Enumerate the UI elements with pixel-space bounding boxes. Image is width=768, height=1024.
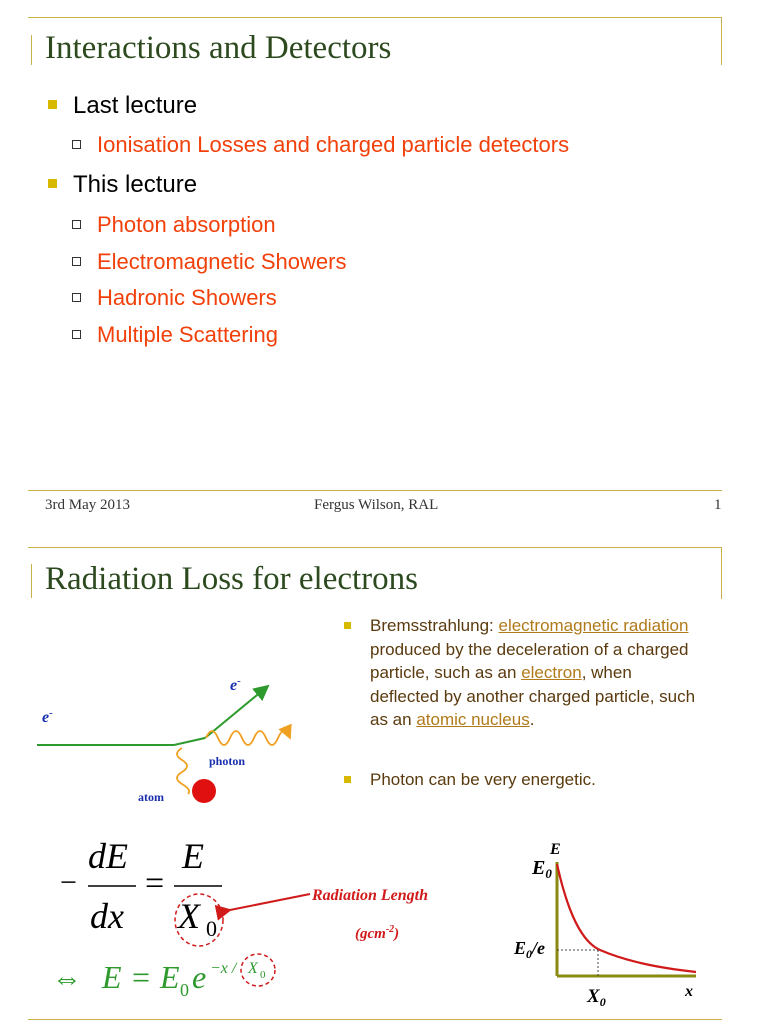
hollow-square-icon: [72, 220, 81, 229]
svg-text:X: X: [178, 896, 200, 936]
svg-text:=: =: [145, 865, 165, 902]
bullet-square-icon: [48, 100, 57, 109]
graph-y-label: E: [550, 841, 561, 858]
sub-bullet-scattering: Multiple Scattering: [72, 322, 278, 348]
svg-text:dx: dx: [90, 896, 124, 936]
bullet-this-lecture: This lecture: [48, 171, 197, 199]
annotation-arrow: [230, 894, 310, 910]
radiation-length-unit: (gcm$^{-2}$): [355, 924, 400, 942]
graph-x-label: x: [685, 983, 693, 1000]
bullet-last-lecture: Last lecture: [48, 92, 197, 120]
title-right-rule: [721, 17, 722, 65]
hollow-square-icon: [72, 293, 81, 302]
sub-bullet-hadronic: Hadronic Showers: [72, 285, 277, 311]
radiation-formula: [50, 828, 480, 1008]
svg-text:X: X: [248, 960, 258, 977]
svg-text:e: e: [192, 959, 207, 995]
link-electron[interactable]: electron: [521, 663, 582, 682]
atom-nucleus: [192, 779, 216, 803]
hollow-square-icon: [72, 330, 81, 339]
footer-author: Fergus Wilson, RAL: [314, 497, 439, 513]
svg-text:E: E: [102, 959, 122, 995]
bullet-square-icon: [48, 179, 57, 188]
svg-text:0: 0: [180, 980, 189, 1000]
link-atomic-nucleus[interactable]: atomic nucleus: [416, 710, 530, 729]
energy-decay-graph: [500, 834, 730, 1014]
e-out-label: e-: [230, 675, 241, 694]
slide-title: Interactions and Detectors: [45, 30, 392, 66]
exchange-wave: [177, 748, 189, 794]
slide-2: Radiation Loss for electrons Bremsstrahlung: electromagnetic radiation produced by the deceleration of a charged particle, such as an electron, when deflected by another charged particle, such as an atomic nucleus. Photon can be very energetic. e- e- photon atom − dE dx = E X 0 ⇔ E = E 0 e −x / X 0 Radiation Length (gcm$^{-2}$) E $E_0$ $E_0/e$ $X_0$ x: [0, 538, 768, 1024]
link-em-radiation[interactable]: electromagnetic radiation: [498, 616, 689, 635]
graph-e0-label: $E_0$: [532, 857, 552, 881]
sub-bullet-photon: Photon absorption: [72, 212, 276, 238]
svg-text:−: −: [60, 866, 77, 899]
radiation-length-label: Radiation Length: [312, 887, 429, 904]
svg-text:E: E: [160, 959, 180, 995]
svg-text:0: 0: [206, 916, 217, 941]
svg-text:0: 0: [260, 969, 266, 981]
title-left-rule: [31, 564, 32, 598]
bullet-square-icon: [344, 776, 351, 783]
bottom-rule: [28, 1019, 722, 1020]
exp-x0-highlight-circle: [241, 954, 275, 986]
svg-text:dE: dE: [88, 836, 128, 876]
title-top-rule: [28, 17, 722, 18]
title-left-rule: [31, 35, 32, 65]
bullet-square-icon: [344, 622, 351, 629]
svg-text:E: E: [182, 836, 204, 876]
title-top-rule: [28, 547, 722, 548]
footer-rule: [28, 490, 722, 491]
hollow-square-icon: [72, 140, 81, 149]
footer-date: 3rd May 2013: [45, 497, 130, 513]
svg-text:−x /: −x /: [210, 960, 237, 977]
decay-curve: [557, 864, 696, 972]
e-in-label: e-: [42, 707, 53, 726]
title-right-rule: [721, 547, 722, 599]
slide-title: Radiation Loss for electrons: [45, 561, 418, 597]
hollow-square-icon: [72, 257, 81, 266]
photon-label: photon: [209, 754, 246, 768]
svg-text:⇔: ⇔: [52, 962, 82, 995]
bremsstrahlung-diagram: [0, 658, 330, 818]
graph-e0e-label: $E_0/e$: [514, 938, 546, 961]
footer-page-number: 1: [714, 497, 722, 513]
sub-bullet-em-showers: Electromagnetic Showers: [72, 249, 346, 275]
graph-x0-label: $X_0$: [587, 986, 606, 1009]
bremsstrahlung-text: Bremsstrahlung: electromagnetic radiation produced by the deceleration of a charged particle, such as an electron, when deflected by another charged particle, such as an atomic nucleus.: [370, 616, 696, 729]
photon-wave: [206, 731, 290, 745]
atom-label: atom: [138, 790, 164, 804]
sub-bullet-ionisation: Ionisation Losses and charged particle detectors: [72, 132, 569, 158]
svg-text:=: =: [132, 959, 151, 995]
deflection-track: [174, 738, 205, 745]
